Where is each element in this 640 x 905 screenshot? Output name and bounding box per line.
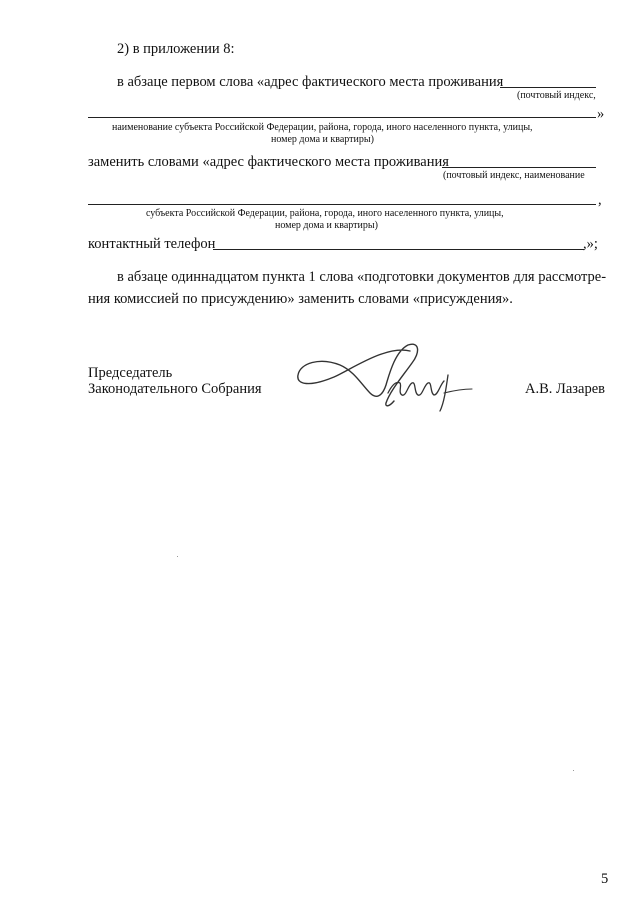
signatory-title: Законодательного Собрания	[88, 381, 262, 397]
signatory-title: Председатель	[88, 365, 173, 381]
field-hint: субъекта Российской Федерации, района, города, иного населенного пункта, улицы,	[146, 208, 504, 219]
scan-speck	[177, 556, 178, 557]
blank-line	[213, 249, 584, 250]
phone-label: контактный телефон	[88, 236, 216, 252]
field-hint: (почтовый индекс,	[517, 90, 596, 101]
blank-line	[88, 204, 596, 205]
field-hint: номер дома и квартиры)	[271, 134, 374, 145]
closing-quote: »	[597, 106, 605, 122]
paragraph-line: в абзаце первом слова «адрес фактического места проживания	[117, 74, 504, 90]
blank-line	[500, 87, 596, 88]
list-item-number: 2) в приложении 8:	[117, 41, 235, 57]
paragraph-line: заменить словами «адрес фактического места проживания	[88, 154, 449, 170]
field-hint: (почтовый индекс, наименование	[443, 170, 585, 181]
scan-speck	[573, 770, 574, 771]
phone-end: ,»;	[583, 236, 598, 252]
field-hint: номер дома и квартиры)	[275, 220, 378, 231]
handwritten-signature	[290, 335, 490, 415]
field-hint: наименование субъекта Российской Федерации, района, города, иного населенного пункта, улицы,	[112, 122, 533, 133]
paragraph-line: в абзаце одиннадцатом пункта 1 слова «подготовки документов для рассмотре-	[117, 269, 607, 285]
signatory-name: А.В. Лазарев	[525, 381, 605, 397]
page-number: 5	[601, 871, 609, 887]
closing-comma: ,	[598, 192, 602, 208]
paragraph-line: ния комиссией по присуждению» заменить словами «присуждения».	[88, 291, 513, 307]
blank-line	[88, 117, 596, 118]
blank-line	[442, 167, 596, 168]
